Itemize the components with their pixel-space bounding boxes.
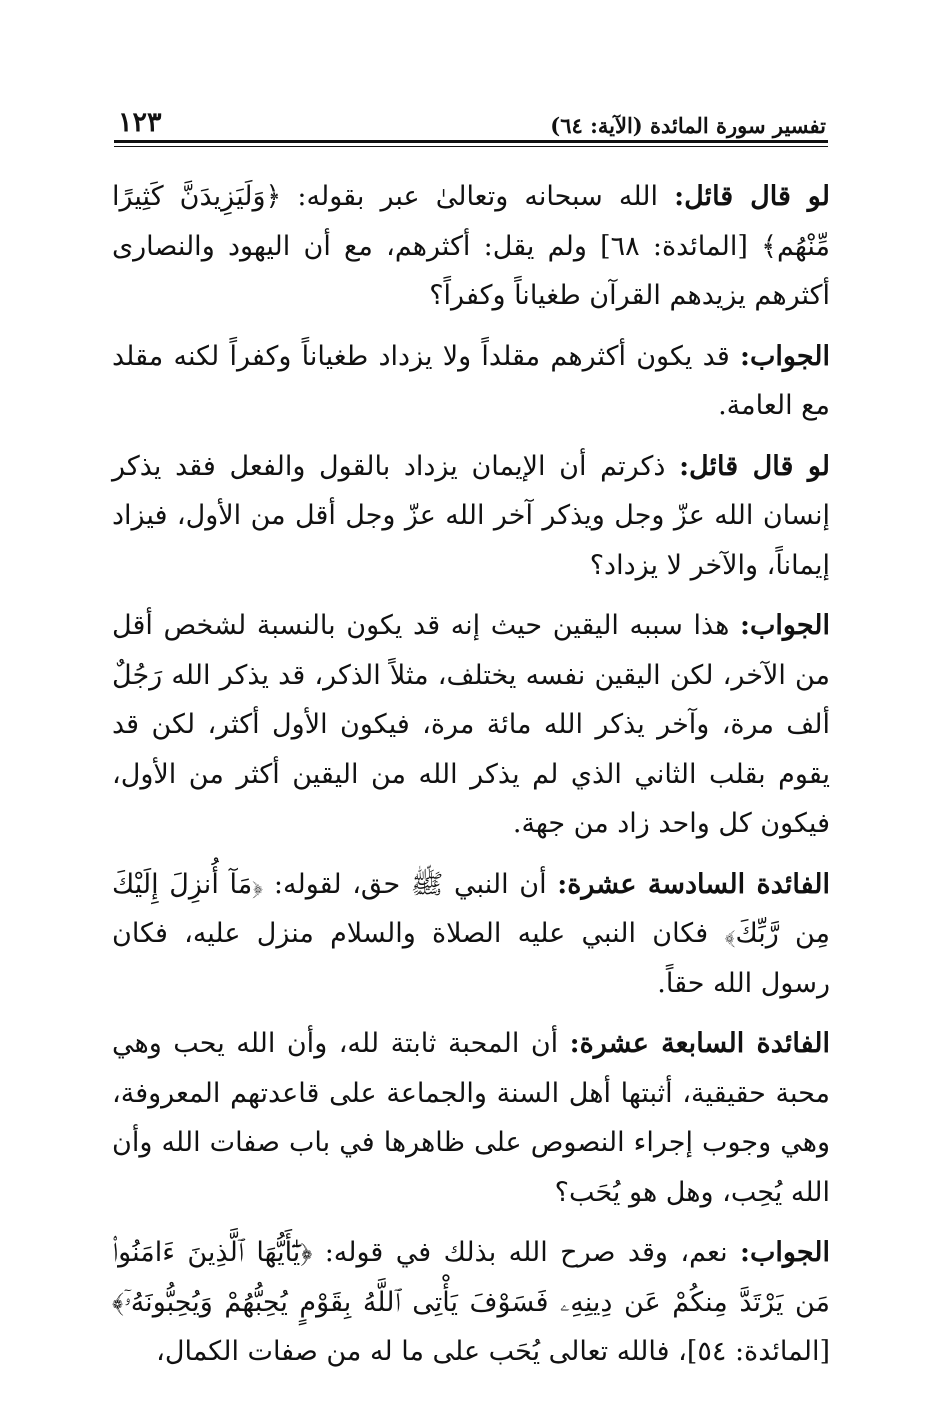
paragraph-answer-3 <box>112 1228 830 1377</box>
paragraph-lead: لو قال قائل: <box>674 181 830 212</box>
paragraph-lead: الفائدة السابعة عشرة: <box>569 1028 830 1059</box>
paragraph-text: ذكرتم أن الإيمان يزداد بالقول والفعل فقد يذكر إنسان الله عزّ وجل ويذكر آخر الله عزّ وجل أقل من الأول، فيزاد إيماناً، والآخر لا يزداد؟ <box>112 450 830 581</box>
page-number: ١٢٣ <box>118 107 162 138</box>
paragraph-text: أن المحبة ثابتة لله، وأن الله يحب وهي محبة حقيقية، أثبتها أهل السنة والجماعة على قاعدتهم المعروفة، وهي وجوب إجراء النصوص على ظاهرها في باب صفات الله وأن الله يُحِب، وهل هو يُحَب؟ <box>112 1028 830 1208</box>
header-rule-thin <box>114 146 828 147</box>
paragraph-text: نعم، وقد صرح الله بذلك في قوله: ﴿يَٰٓأَيُّهَا ٱلَّذِينَ ءَامَنُوا۟ مَن يَرْتَدَّ مِنكُمْ عَن دِينِهِۦ فَسَوْفَ يَأْتِى ٱللَّهُ بِقَوْمٍ يُحِبُّهُمْ وَيُحِبُّونَهُۥٓ﴾ [المائدة: ٥٤]، فالله تعالى يُحَب على ما له من صفات الكمال، <box>112 1237 830 1367</box>
header-rule-thick <box>114 140 828 143</box>
paragraph-text: هذا سببه اليقين حيث إنه قد يكون بالنسبة لشخص أقل من الآخر، لكن اليقين نفسه يختلف، مثلاً الذكر، قد يذكر الله رَجُلٌ ألف مرة، وآخر يذكر الله مائة مرة، فيكون الأول أكثر، لكن قد يقوم بقلب الثاني الذي لم يذكر الله من اليقين أكثر من الأول، فيكون كل واحد زاد من جهة. <box>112 610 830 839</box>
page-body <box>112 172 830 1388</box>
paragraph-text: الله سبحانه وتعالىٰ عبر بقوله: ﴿وَلَيَزِيدَنَّ كَثِيرًا مِّنْهُم﴾ [المائدة: ٦٨] ولم يقل: أكثرهم، مع أن اليهود والنصارى أكثرهم يزيدهم القرآن طغياناً وكفراً؟ <box>112 181 830 311</box>
paragraph-question-2 <box>112 442 830 591</box>
paragraph-lead: الجواب: <box>740 1237 830 1268</box>
page-header <box>118 92 826 138</box>
paragraph-question-1 <box>112 172 830 321</box>
paragraph-benefit-17 <box>112 1019 830 1217</box>
running-title: تفسير سورة المائدة (الآية: ٦٤) <box>550 113 826 138</box>
paragraph-lead: لو قال قائل: <box>679 450 830 482</box>
paragraph-answer-1 <box>112 332 830 431</box>
paragraph-text: قد يكون أكثرهم مقلداً ولا يزداد طغياناً وكفراً لكنه مقلد مع العامة. <box>112 340 830 421</box>
paragraph-text: أن النبي ﷺ حق، لقوله: ﴿مَآ أُنزِلَ إِلَيْكَ مِن رَّبِّكَ﴾ فكان النبي عليه الصلاة والسلام منزل عليه، فكان رسول الله حقاً. <box>112 868 830 999</box>
paragraph-answer-2 <box>112 601 830 849</box>
paragraph-benefit-16 <box>112 860 830 1009</box>
paragraph-lead: الفائدة السادسة عشرة: <box>557 868 830 900</box>
paragraph-lead: الجواب: <box>740 610 830 641</box>
paragraph-lead: الجواب: <box>740 340 830 372</box>
